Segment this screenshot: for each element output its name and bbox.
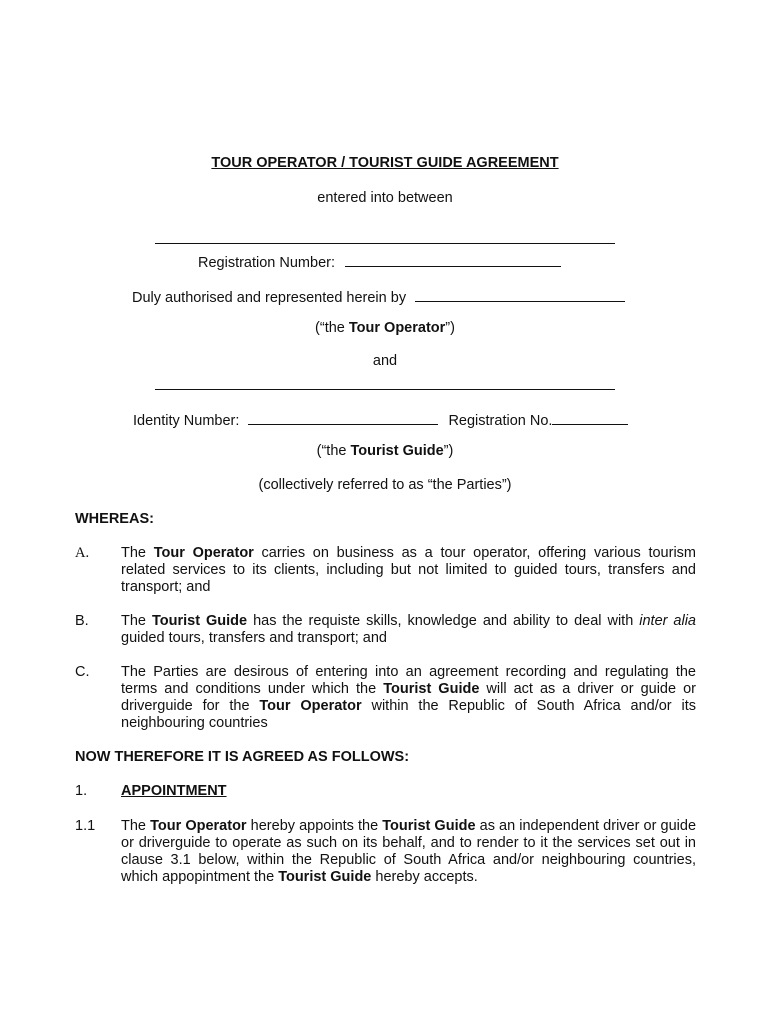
section-1-heading: APPOINTMENT (121, 783, 227, 799)
entered-into-between: entered into between (317, 190, 453, 206)
tour-operator-definition: (“the Tour Operator”) (315, 320, 455, 336)
clause-1-1-number: 1.1 (75, 818, 96, 834)
registration-no-label: Registration No. (448, 413, 553, 429)
and-connector: and (372, 353, 398, 369)
tour-operator-name-blank (155, 243, 615, 244)
tourist-guide-definition: (“the Tourist Guide”) (316, 443, 454, 459)
whereas-heading: WHEREAS: (75, 511, 154, 527)
clause-c-marker: C. (75, 664, 90, 680)
identity-registration-row (133, 409, 628, 429)
representative-blank (415, 286, 625, 302)
collectively-referred: (collectively referred to as “the Parties”) (258, 477, 512, 493)
registration-number-blank (345, 251, 561, 267)
now-therefore-heading: NOW THEREFORE IT IS AGREED AS FOLLOWS: (75, 749, 410, 765)
registration-number-row (198, 251, 561, 271)
identity-number-label: Identity Number: (133, 413, 240, 429)
clause-b-marker: B. (75, 613, 89, 629)
clause-a-marker: A. (75, 545, 90, 561)
section-1-number: 1. (75, 783, 88, 799)
clause-b-text: The Tourist Guide has the requiste skills, knowledge and ability to deal with inter alia guided tours, transfers and transport; and (121, 613, 697, 646)
identity-number-blank (248, 409, 438, 425)
clause-1-1-text: The Tour Operator hereby appoints the Tourist Guide as an independent driver or guide or driverguide to operate as such on its behalf, and to render to it the services set out in clause 3.1 below, within the Republic of South Africa and/or neighbouring countries, which appopintment the Tourist Guide hereby accepts. (121, 818, 697, 885)
clause-a-text: The Tour Operator carries on business as a tour operator, offering various tourism related services to its clients, including but not limited to guided tours, transfers and transport; and (121, 545, 696, 595)
registration-number-label: Registration Number: (198, 255, 335, 271)
registration-no-blank (552, 409, 628, 425)
duly-authorised-label: Duly authorised and represented herein by (132, 290, 407, 306)
tourist-guide-name-blank (155, 389, 615, 390)
duly-authorised-row (132, 286, 625, 306)
document-title: TOUR OPERATOR / TOURIST GUIDE AGREEMENT (211, 155, 559, 171)
clause-c-text: The Parties are desirous of entering into an agreement recording and regulating the terms and conditions under which the Tourist Guide will act as a driver or guide or driverguide for the Tour Operator within the Republic of South Africa and/or its neighbouring countries (121, 664, 696, 731)
